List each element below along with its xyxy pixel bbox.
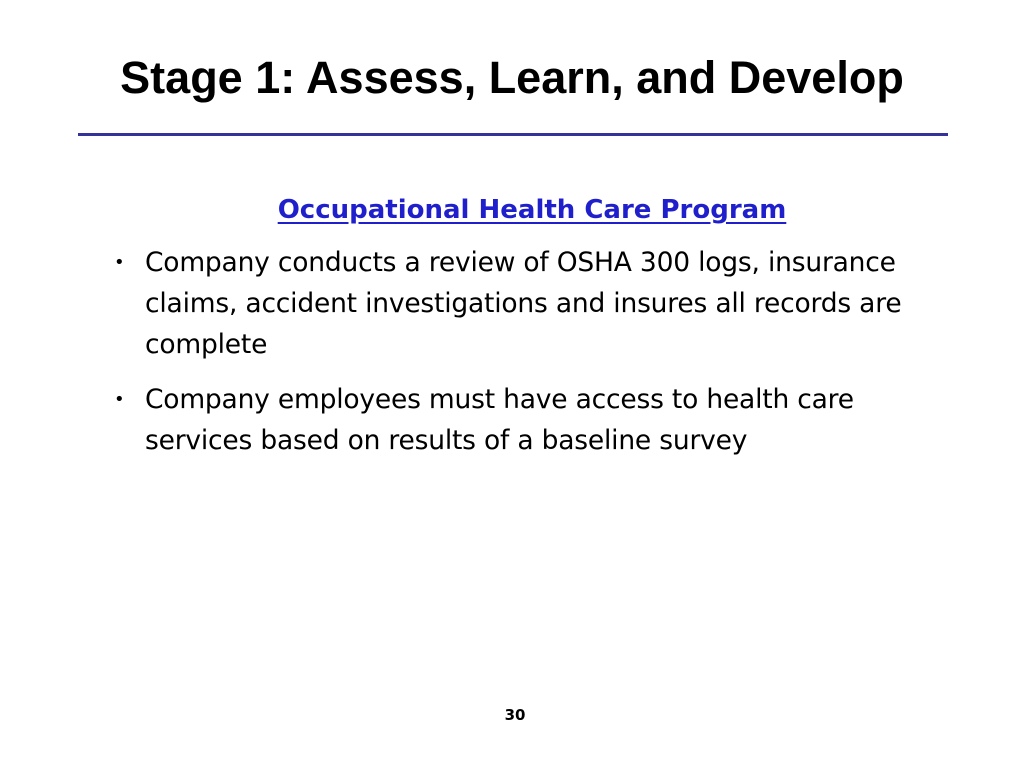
bullet-text: Company employees must have access to health care services based on results of a baseline survey bbox=[145, 384, 854, 456]
bullet-dot-icon: • bbox=[114, 389, 125, 410]
page-number: 30 bbox=[504, 706, 526, 724]
bullet-dot-icon: • bbox=[114, 252, 125, 273]
bullet-item bbox=[110, 379, 965, 461]
title-divider bbox=[78, 133, 948, 136]
slide-title: Stage 1: Assess, Learn, and Develop bbox=[120, 52, 904, 103]
bullet-item bbox=[110, 242, 965, 365]
bullet-text: Company conducts a review of OSHA 300 logs, insurance claims, accident investigations and insures all records are complete bbox=[145, 247, 902, 360]
section-subheading: Occupational Health Care Program bbox=[277, 195, 787, 225]
bullet-list bbox=[110, 242, 965, 475]
